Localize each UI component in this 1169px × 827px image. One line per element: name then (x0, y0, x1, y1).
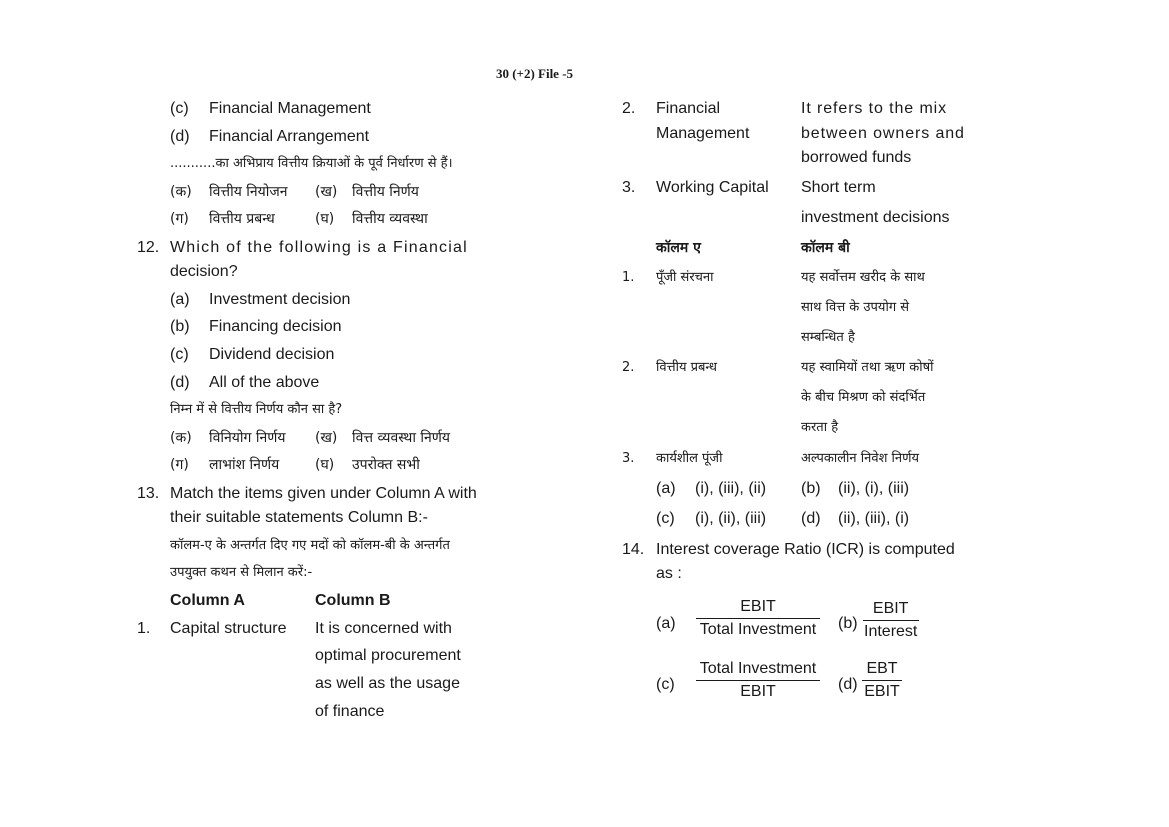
column-b-item: यह स्वामियों तथा ऋण कोषों (801, 360, 934, 375)
option-label: (d) (801, 510, 821, 527)
option-label: (a) (656, 480, 676, 497)
option-text: वित्तीय नियोजन (209, 184, 288, 200)
fraction-option-b (862, 600, 919, 641)
column-b-item: between owners and (801, 125, 965, 142)
option-label: (c) (656, 510, 675, 527)
option-label: (c) (170, 100, 189, 117)
numerator: EBIT (696, 598, 820, 619)
numerator: EBIT (863, 600, 919, 621)
fraction-option-a (696, 598, 820, 639)
option-label: (घ) (315, 457, 335, 473)
option-label: (d) (838, 676, 858, 693)
option-label: (b) (838, 615, 858, 632)
option-text: (i), (ii), (iii) (695, 510, 767, 527)
column-a-item: कार्यशील पूंजी (656, 451, 723, 466)
column-a-item: Financial (656, 100, 721, 117)
option-text: वित्तीय प्रबन्ध (209, 211, 275, 227)
question-number: 13. (137, 485, 160, 502)
option-text: Financial Arrangement (209, 128, 370, 145)
fraction-option-c (696, 660, 820, 701)
column-b-item: It refers to the mix (801, 100, 948, 117)
question-text: Which of the following is a Financial (170, 239, 468, 256)
column-b-item: सम्बन्धित है (801, 330, 855, 345)
column-a-item: पूँजी संरचना (656, 270, 714, 285)
option-text: Financing decision (209, 318, 342, 335)
option-label: (b) (170, 318, 190, 335)
column-a-item: Working Capital (656, 179, 769, 196)
row-number: 1. (622, 270, 635, 285)
column-a-item: Management (656, 125, 750, 142)
column-b-item: of finance (315, 703, 385, 720)
option-text: All of the above (209, 374, 320, 391)
question-text: decision? (170, 263, 238, 280)
option-label: (ग) (170, 211, 189, 227)
option-label: (क) (170, 430, 192, 446)
denominator: EBIT (740, 683, 776, 700)
option-label: (b) (801, 480, 821, 497)
option-text: Dividend decision (209, 346, 335, 363)
option-label: (घ) (315, 211, 335, 227)
column-b-item: के बीच मिश्रण को संदर्भित (801, 390, 926, 405)
row-number: 2. (622, 100, 636, 117)
option-text: वित्त व्यवस्था निर्णय (352, 430, 451, 446)
option-text: (ii), (iii), (i) (838, 510, 910, 527)
option-label: (क) (170, 184, 192, 200)
column-a-item: वित्तीय प्रबन्ध (656, 360, 718, 375)
column-b-heading: कॉलम बी (801, 240, 850, 256)
fraction-option-d (862, 660, 902, 701)
row-number: 1. (137, 620, 151, 637)
option-label: (a) (656, 615, 676, 632)
hindi-question: कॉलम-ए के अन्तर्गत दिए गए मदों को कॉलम-बी के अन्तर्गत (170, 538, 450, 553)
column-b-item: करता है (801, 420, 839, 435)
column-b-item: as well as the usage (315, 675, 460, 692)
question-text: their suitable statements Column B:- (170, 509, 428, 526)
option-text: विनियोग निर्णय (209, 430, 286, 446)
row-number: 2. (622, 360, 635, 375)
hindi-question: निम्न में से वित्तीय निर्णय कौन सा है? (170, 402, 343, 417)
option-label: (c) (170, 346, 189, 363)
column-a-heading: कॉलम ए (656, 240, 701, 256)
option-label: (d) (170, 374, 190, 391)
denominator: EBIT (864, 683, 900, 700)
row-number: 3. (622, 179, 636, 196)
option-label: (a) (170, 291, 190, 308)
page-header: 30 (+2) File -5 (495, 66, 574, 81)
option-text: वित्तीय निर्णय (352, 184, 419, 200)
question-text: as : (656, 565, 682, 582)
column-b-item: Short term (801, 179, 876, 196)
column-b-item: It is concerned with (315, 620, 452, 637)
question-text: Interest coverage Ratio (ICR) is computed (656, 541, 955, 558)
option-label: (ख) (315, 430, 338, 446)
option-label: (ख) (315, 184, 338, 200)
option-text: Financial Management (209, 100, 371, 117)
q11-hindi-question: ...........का अभिप्राय वित्तीय क्रियाओं के पूर्व निर्धारण से हैं। (170, 156, 453, 171)
option-text: (ii), (i), (iii) (838, 480, 910, 497)
column-b-item: borrowed funds (801, 149, 912, 166)
denominator: Total Investment (699, 621, 817, 638)
column-b-item: investment decisions (801, 209, 950, 226)
question-number: 12. (137, 239, 160, 256)
numerator: Total Investment (696, 660, 820, 681)
option-text: (i), (iii), (ii) (695, 480, 767, 497)
column-a-item: Capital structure (170, 620, 287, 637)
column-b-item: अल्पकालीन निवेश निर्णय (801, 451, 920, 466)
row-number: 3. (622, 451, 635, 466)
option-text: लाभांश निर्णय (209, 457, 280, 473)
column-b-item: साथ वित्त के उपयोग से (801, 300, 910, 315)
denominator: Interest (864, 623, 918, 640)
option-label: (ग) (170, 457, 189, 473)
column-b-item: यह सर्वोत्तम खरीद के साथ (801, 270, 925, 285)
option-text: उपरोक्त सभी (352, 457, 420, 473)
numerator: EBT (862, 660, 902, 681)
column-b-item: optimal procurement (315, 647, 461, 664)
column-b-heading: Column B (315, 592, 391, 609)
option-label: (c) (656, 676, 675, 693)
option-text: वित्तीय व्यवस्था (352, 211, 428, 227)
question-number: 14. (622, 541, 645, 558)
option-label: (d) (170, 128, 190, 145)
column-a-heading: Column A (170, 592, 245, 609)
hindi-question: उपयुक्त कथन से मिलान करें:- (170, 565, 313, 580)
option-text: Investment decision (209, 291, 351, 308)
question-text: Match the items given under Column A with (170, 485, 477, 502)
